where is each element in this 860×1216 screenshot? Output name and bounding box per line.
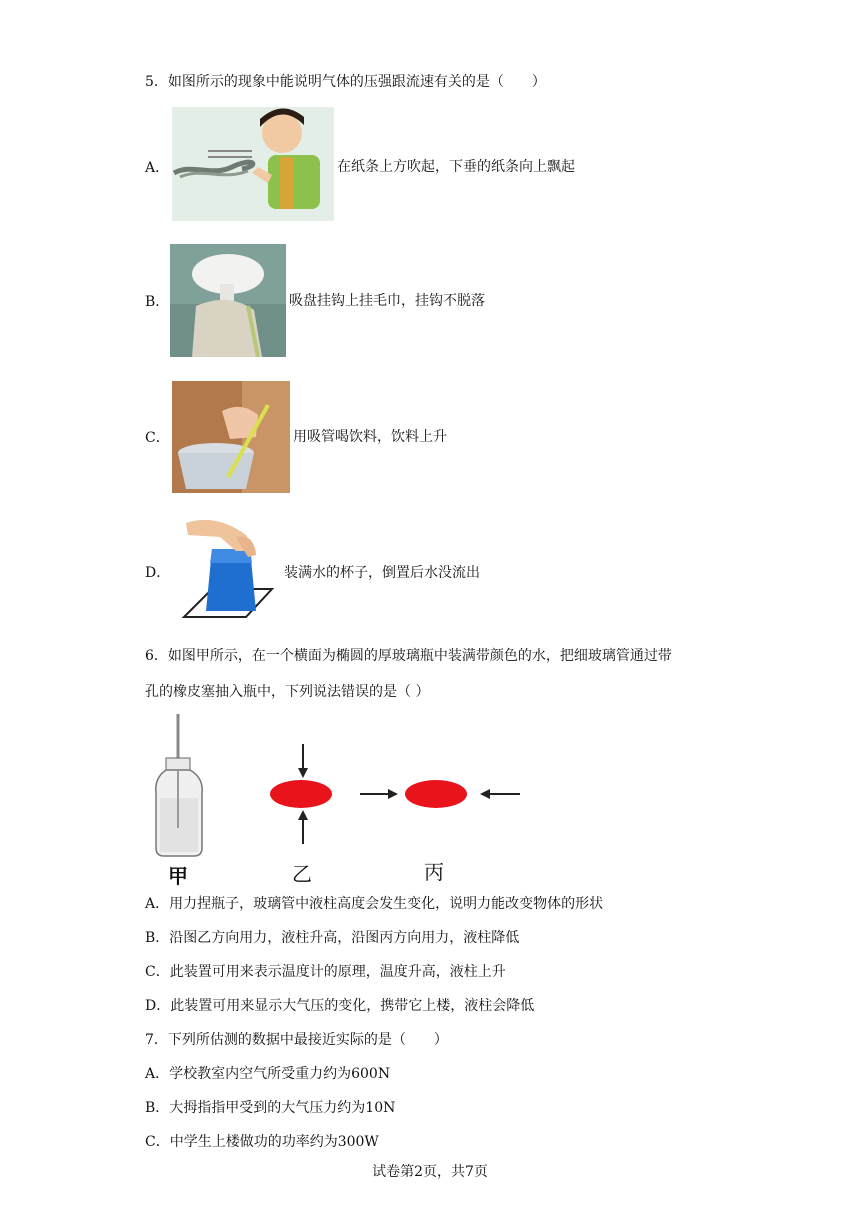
q6-option-a: A．用力捏瓶子，玻璃管中液柱高度会发生变化，说明力能改变物体的形状 bbox=[145, 896, 604, 912]
label-bing: 丙 bbox=[424, 860, 444, 884]
q6-option-b: B．沿图乙方向用力，液柱升高，沿图丙方向用力，液柱降低 bbox=[145, 930, 520, 946]
paper-strip-blowing-image bbox=[172, 107, 334, 221]
q6-option-d: D．此装置可用来显示大气压的变化，携带它上楼，液柱会降低 bbox=[145, 998, 535, 1014]
q7-option-b: B．大拇指指甲受到的大气压力约为10N bbox=[145, 1100, 396, 1116]
q5-option-c-caption: 用吸管喝饮料，饮料上升 bbox=[293, 429, 447, 445]
q6-figure-drawing bbox=[148, 708, 528, 888]
q5-option-c-letter: C． bbox=[145, 430, 170, 446]
inverted-cup-image bbox=[176, 515, 280, 621]
q7-option-a: A．学校教室内空气所受重力约为600N bbox=[145, 1066, 391, 1082]
label-jia: 甲 bbox=[168, 864, 188, 888]
glass-bottle-icon bbox=[156, 714, 203, 856]
q7-stem: 7．下列所估测的数据中最接近实际的是（ ） bbox=[145, 1032, 448, 1048]
q5-option-b-caption: 吸盘挂钩上挂毛巾，挂钩不脱落 bbox=[289, 293, 485, 309]
q6-figure bbox=[148, 708, 528, 888]
drinking-straw-image bbox=[172, 381, 290, 493]
ellipse-bing-diagram bbox=[360, 780, 520, 808]
q6-stem-line2: 孔的橡皮塞抽入瓶中，下列说法错误的是（ ） bbox=[145, 684, 430, 700]
suction-hook-towel-image bbox=[170, 244, 286, 357]
q5-option-d-letter: D． bbox=[145, 565, 171, 581]
q6-option-c: C．此装置可用来表示温度计的原理，温度升高，液柱上升 bbox=[145, 964, 506, 980]
q7-option-c: C．中学生上楼做功的功率约为300W bbox=[145, 1134, 379, 1150]
page-footer: 试卷第2页，共7页 bbox=[372, 1164, 488, 1180]
q5-option-a-caption: 在纸条上方吹起，下垂的纸条向上飘起 bbox=[337, 159, 575, 175]
label-yi: 乙 bbox=[292, 862, 312, 886]
q5-stem: 5．如图所示的现象中能说明气体的压强跟流速有关的是（ ） bbox=[145, 74, 546, 90]
q5-option-d-caption: 装满水的杯子，倒置后水没流出 bbox=[284, 565, 480, 581]
q6-stem-line1: 6．如图甲所示，在一个横面为椭圆的厚玻璃瓶中装满带颜色的水，把细玻璃管通过带 bbox=[145, 648, 672, 664]
ellipse-yi-diagram bbox=[270, 744, 332, 844]
q5-option-b-letter: B． bbox=[145, 294, 170, 310]
q5-option-a-letter: A． bbox=[145, 160, 170, 176]
